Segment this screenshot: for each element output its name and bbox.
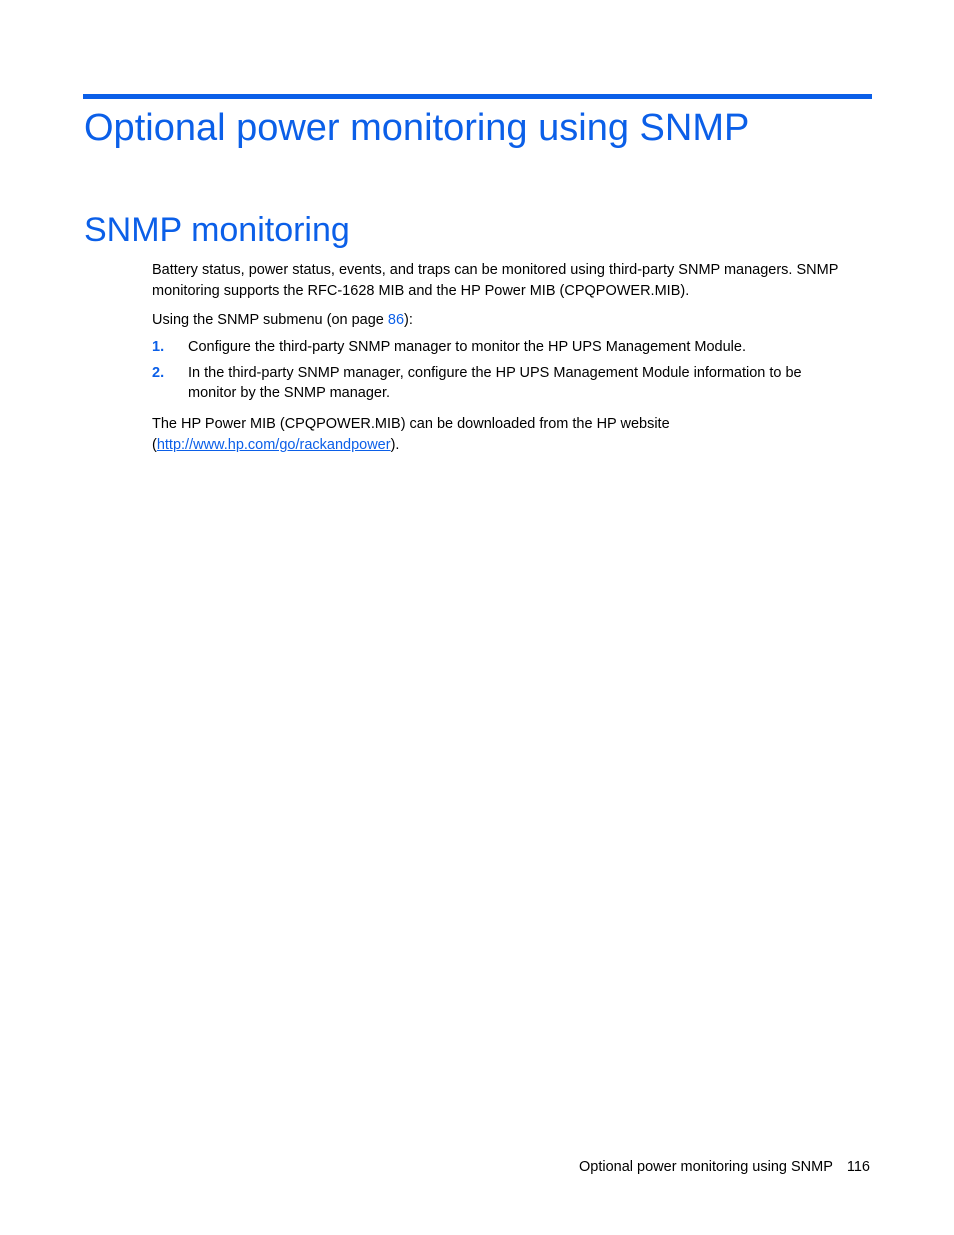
step-text: Configure the third-party SNMP manager to monitor the HP UPS Management Module. xyxy=(188,339,746,355)
submenu-paragraph xyxy=(152,310,852,331)
step-number: 1. xyxy=(152,339,165,355)
download-text: The HP Power MIB (CPQPOWER.MIB) can be downloaded from the HP website xyxy=(152,416,670,432)
step-text: In the third-party SNMP manager, configure the HP UPS Management Module information to be monitor by the SNMP manager. xyxy=(188,364,802,401)
page-number: 116 xyxy=(846,1159,870,1175)
section-title: SNMP monitoring xyxy=(84,211,350,249)
chapter-title: Optional power monitoring using SNMP xyxy=(84,107,750,149)
close-paren: ). xyxy=(390,436,400,453)
list-item xyxy=(152,363,852,404)
website-link[interactable]: http://www.hp.com/go/rackandpower xyxy=(156,436,391,453)
page-86-link[interactable]: 86 xyxy=(387,312,405,328)
open-paren: ( xyxy=(152,436,157,453)
page-footer xyxy=(579,1157,870,1177)
list-item xyxy=(152,337,852,358)
steps-list xyxy=(152,337,852,409)
footer-title: Optional power monitoring using SNMP xyxy=(579,1159,833,1175)
download-paragraph xyxy=(152,414,852,455)
step-number: 2. xyxy=(152,364,165,381)
intro-paragraph: Battery status, power status, events, and traps can be monitored using third-party SNMP managers. SNMP monitoring supports the RFC-1628 MIB and the HP Power MIB (CPQPOWER.MIB). xyxy=(152,262,839,299)
submenu-prefix: Using the SNMP submenu (on page xyxy=(152,312,388,328)
submenu-suffix: ): xyxy=(404,312,413,328)
chapter-rule xyxy=(83,94,872,99)
